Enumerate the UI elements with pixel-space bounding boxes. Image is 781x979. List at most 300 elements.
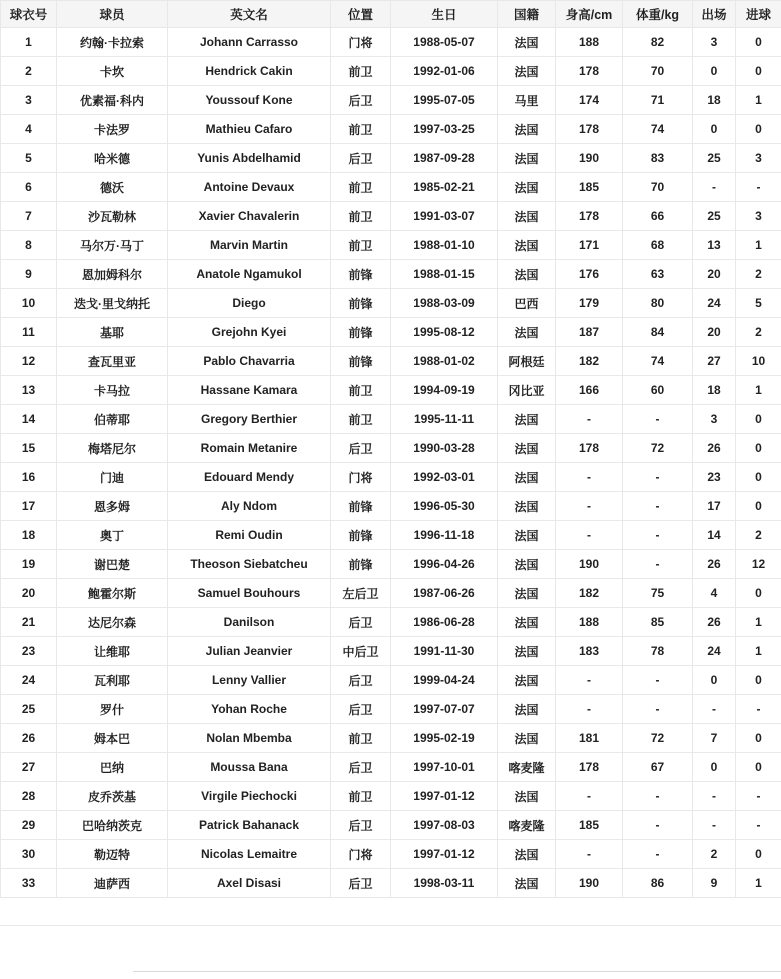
cell-player-name-cn: 鲍霍尔斯 <box>57 579 168 608</box>
cell-position: 左后卫 <box>331 579 391 608</box>
cell-height: - <box>556 405 623 434</box>
cell-birthday: 1988-01-15 <box>391 260 498 289</box>
cell-goals: - <box>736 782 781 811</box>
cell-goals: 0 <box>736 666 781 695</box>
cell-goals: 0 <box>736 434 781 463</box>
cell-goals: 0 <box>736 115 781 144</box>
cell-jersey-number: 23 <box>1 637 57 666</box>
table-row <box>1 231 781 260</box>
cell-height: - <box>556 492 623 521</box>
cell-height: 176 <box>556 260 623 289</box>
cell-nationality: 法国 <box>498 434 556 463</box>
cell-height: - <box>556 666 623 695</box>
header-row <box>1 1 781 28</box>
cell-player-name-en: Theoson Siebatcheu <box>168 550 331 579</box>
cell-appearances: 23 <box>693 463 736 492</box>
cell-position: 后卫 <box>331 434 391 463</box>
cell-goals: 1 <box>736 231 781 260</box>
cell-jersey-number: 30 <box>1 840 57 869</box>
table-row <box>1 550 781 579</box>
cell-jersey-number: 17 <box>1 492 57 521</box>
table-row <box>1 753 781 782</box>
cell-player-name-en: Danilson <box>168 608 331 637</box>
cell-weight: - <box>623 463 693 492</box>
table-row <box>1 492 781 521</box>
cell-player-name-cn: 迪萨西 <box>57 869 168 898</box>
cell-goals: 2 <box>736 521 781 550</box>
cell-player-name-en: Nicolas Lemaitre <box>168 840 331 869</box>
cell-height: 185 <box>556 811 623 840</box>
cell-goals: 10 <box>736 347 781 376</box>
table-row <box>1 376 781 405</box>
cell-jersey-number: 4 <box>1 115 57 144</box>
cell-nationality: 法国 <box>498 115 556 144</box>
table-row <box>1 463 781 492</box>
cell-player-name-en: Grejohn Kyei <box>168 318 331 347</box>
cell-goals: 0 <box>736 28 781 57</box>
cell-goals: 3 <box>736 144 781 173</box>
cell-weight: 71 <box>623 86 693 115</box>
cell-appearances: 4 <box>693 579 736 608</box>
cell-player-name-en: Gregory Berthier <box>168 405 331 434</box>
table-row <box>1 57 781 86</box>
cell-height: 178 <box>556 57 623 86</box>
cell-height: 179 <box>556 289 623 318</box>
cell-birthday: 1997-07-07 <box>391 695 498 724</box>
cell-player-name-en: Anatole Ngamukol <box>168 260 331 289</box>
cell-player-name-en: Youssouf Kone <box>168 86 331 115</box>
cell-height: 182 <box>556 579 623 608</box>
cell-nationality: 法国 <box>498 144 556 173</box>
cell-appearances: 27 <box>693 347 736 376</box>
table-row <box>1 869 781 898</box>
table-row <box>1 202 781 231</box>
cell-goals: 1 <box>736 608 781 637</box>
table-row <box>1 434 781 463</box>
cell-birthday: 1997-10-01 <box>391 753 498 782</box>
cell-birthday: 1995-07-05 <box>391 86 498 115</box>
cell-weight: - <box>623 666 693 695</box>
cell-nationality: 法国 <box>498 550 556 579</box>
cell-appearances: 26 <box>693 550 736 579</box>
cell-jersey-number: 20 <box>1 579 57 608</box>
cell-height: 187 <box>556 318 623 347</box>
cell-appearances: - <box>693 695 736 724</box>
cell-nationality: 法国 <box>498 57 556 86</box>
cell-birthday: 1991-03-07 <box>391 202 498 231</box>
cell-position: 门将 <box>331 28 391 57</box>
column-header-player-name-cn: 球员 <box>57 1 168 28</box>
table-row <box>1 347 781 376</box>
cell-position: 后卫 <box>331 86 391 115</box>
cell-player-name-en: Nolan Mbemba <box>168 724 331 753</box>
cell-birthday: 1987-06-26 <box>391 579 498 608</box>
cell-nationality: 法国 <box>498 782 556 811</box>
cell-position: 后卫 <box>331 144 391 173</box>
cell-appearances: 0 <box>693 666 736 695</box>
cell-position: 前卫 <box>331 173 391 202</box>
cell-player-name-cn: 德沃 <box>57 173 168 202</box>
cell-appearances: 25 <box>693 144 736 173</box>
table-row <box>1 173 781 202</box>
cell-height: 185 <box>556 173 623 202</box>
cell-nationality: 法国 <box>498 608 556 637</box>
cell-weight: 74 <box>623 347 693 376</box>
cell-nationality: 法国 <box>498 492 556 521</box>
cell-goals: 0 <box>736 57 781 86</box>
cell-weight: 72 <box>623 434 693 463</box>
cell-weight: 66 <box>623 202 693 231</box>
cell-jersey-number: 8 <box>1 231 57 260</box>
cell-appearances: 0 <box>693 115 736 144</box>
column-header-player-name-en: 英文名 <box>168 1 331 28</box>
cell-position: 前锋 <box>331 492 391 521</box>
cell-jersey-number: 27 <box>1 753 57 782</box>
cell-player-name-cn: 巴纳 <box>57 753 168 782</box>
cell-weight: 60 <box>623 376 693 405</box>
cell-appearances: 7 <box>693 724 736 753</box>
cell-position: 前卫 <box>331 115 391 144</box>
cell-goals: 3 <box>736 202 781 231</box>
cell-jersey-number: 5 <box>1 144 57 173</box>
cell-height: 178 <box>556 202 623 231</box>
cell-goals: 0 <box>736 724 781 753</box>
cell-goals: 0 <box>736 579 781 608</box>
table-row <box>1 579 781 608</box>
cell-player-name-en: Remi Oudin <box>168 521 331 550</box>
cell-jersey-number: 3 <box>1 86 57 115</box>
cell-jersey-number: 24 <box>1 666 57 695</box>
cell-birthday: 1999-04-24 <box>391 666 498 695</box>
cell-appearances: 17 <box>693 492 736 521</box>
cell-birthday: 1986-06-28 <box>391 608 498 637</box>
cell-appearances: - <box>693 782 736 811</box>
cell-jersey-number: 6 <box>1 173 57 202</box>
cell-player-name-cn: 奥丁 <box>57 521 168 550</box>
cell-player-name-en: Xavier Chavalerin <box>168 202 331 231</box>
cell-jersey-number: 7 <box>1 202 57 231</box>
cell-weight: - <box>623 405 693 434</box>
cell-birthday: 1996-04-26 <box>391 550 498 579</box>
cell-player-name-en: Pablo Chavarria <box>168 347 331 376</box>
cell-position: 前锋 <box>331 260 391 289</box>
cell-goals: 2 <box>736 260 781 289</box>
cell-player-name-en: Hassane Kamara <box>168 376 331 405</box>
table-row <box>1 782 781 811</box>
cell-weight: - <box>623 492 693 521</box>
cell-player-name-cn: 巴哈纳茨克 <box>57 811 168 840</box>
cell-birthday: 1990-03-28 <box>391 434 498 463</box>
cell-nationality: 法国 <box>498 318 556 347</box>
cell-goals: 1 <box>736 86 781 115</box>
cell-birthday: 1991-11-30 <box>391 637 498 666</box>
cell-height: 174 <box>556 86 623 115</box>
column-header-position: 位置 <box>331 1 391 28</box>
table-row <box>1 840 781 869</box>
bottom-section-divider <box>133 971 781 972</box>
cell-position: 前卫 <box>331 782 391 811</box>
cell-player-name-cn: 优素福·科内 <box>57 86 168 115</box>
cell-birthday: 1998-03-11 <box>391 869 498 898</box>
cell-nationality: 法国 <box>498 869 556 898</box>
cell-player-name-en: Julian Jeanvier <box>168 637 331 666</box>
cell-position: 前锋 <box>331 289 391 318</box>
cell-player-name-en: Johann Carrasso <box>168 28 331 57</box>
cell-jersey-number: 10 <box>1 289 57 318</box>
cell-goals: 5 <box>736 289 781 318</box>
cell-weight: 67 <box>623 753 693 782</box>
cell-player-name-en: Yunis Abdelhamid <box>168 144 331 173</box>
cell-player-name-en: Aly Ndom <box>168 492 331 521</box>
cell-goals: 1 <box>736 869 781 898</box>
cell-weight: 84 <box>623 318 693 347</box>
cell-jersey-number: 1 <box>1 28 57 57</box>
cell-birthday: 1987-09-28 <box>391 144 498 173</box>
cell-height: 190 <box>556 144 623 173</box>
cell-height: 166 <box>556 376 623 405</box>
cell-player-name-cn: 基耶 <box>57 318 168 347</box>
cell-weight: 74 <box>623 115 693 144</box>
table-row <box>1 724 781 753</box>
cell-height: - <box>556 521 623 550</box>
cell-appearances: 25 <box>693 202 736 231</box>
cell-position: 前卫 <box>331 405 391 434</box>
cell-nationality: 阿根廷 <box>498 347 556 376</box>
cell-position: 后卫 <box>331 608 391 637</box>
cell-player-name-cn: 瓦利耶 <box>57 666 168 695</box>
cell-goals: 0 <box>736 405 781 434</box>
cell-player-name-cn: 梅塔尼尔 <box>57 434 168 463</box>
table-body <box>1 28 781 898</box>
cell-position: 前锋 <box>331 347 391 376</box>
cell-appearances: 2 <box>693 840 736 869</box>
cell-weight: 70 <box>623 173 693 202</box>
cell-position: 前卫 <box>331 376 391 405</box>
cell-appearances: 20 <box>693 318 736 347</box>
cell-height: 181 <box>556 724 623 753</box>
cell-nationality: 法国 <box>498 521 556 550</box>
cell-appearances: 18 <box>693 86 736 115</box>
cell-birthday: 1995-02-19 <box>391 724 498 753</box>
cell-weight: 85 <box>623 608 693 637</box>
cell-height: 190 <box>556 869 623 898</box>
cell-player-name-cn: 哈米德 <box>57 144 168 173</box>
cell-appearances: - <box>693 811 736 840</box>
cell-goals: 1 <box>736 637 781 666</box>
cell-height: 190 <box>556 550 623 579</box>
column-header-height: 身高/cm <box>556 1 623 28</box>
cell-player-name-cn: 沙瓦勒林 <box>57 202 168 231</box>
cell-goals: 12 <box>736 550 781 579</box>
column-header-birthday: 生日 <box>391 1 498 28</box>
cell-height: 188 <box>556 28 623 57</box>
cell-weight: 78 <box>623 637 693 666</box>
cell-player-name-cn: 恩多姆 <box>57 492 168 521</box>
cell-player-name-cn: 门迪 <box>57 463 168 492</box>
table-row <box>1 260 781 289</box>
cell-jersey-number: 19 <box>1 550 57 579</box>
cell-jersey-number: 14 <box>1 405 57 434</box>
cell-appearances: 24 <box>693 289 736 318</box>
cell-player-name-en: Virgile Piechocki <box>168 782 331 811</box>
cell-nationality: 冈比亚 <box>498 376 556 405</box>
cell-height: - <box>556 695 623 724</box>
cell-weight: 82 <box>623 28 693 57</box>
cell-jersey-number: 21 <box>1 608 57 637</box>
cell-goals: 0 <box>736 753 781 782</box>
cell-nationality: 法国 <box>498 579 556 608</box>
cell-appearances: 26 <box>693 608 736 637</box>
cell-position: 门将 <box>331 463 391 492</box>
table-row <box>1 28 781 57</box>
cell-jersey-number: 29 <box>1 811 57 840</box>
cell-birthday: 1994-09-19 <box>391 376 498 405</box>
cell-height: 178 <box>556 434 623 463</box>
cell-goals: - <box>736 811 781 840</box>
cell-nationality: 法国 <box>498 173 556 202</box>
cell-birthday: 1992-03-01 <box>391 463 498 492</box>
column-header-appearances: 出场 <box>693 1 736 28</box>
cell-player-name-en: Axel Disasi <box>168 869 331 898</box>
column-header-jersey-number: 球衣号 <box>1 1 57 28</box>
cell-appearances: 3 <box>693 28 736 57</box>
cell-nationality: 巴西 <box>498 289 556 318</box>
cell-player-name-cn: 达尼尔森 <box>57 608 168 637</box>
cell-player-name-cn: 罗什 <box>57 695 168 724</box>
cell-player-name-en: Romain Metanire <box>168 434 331 463</box>
cell-birthday: 1997-01-12 <box>391 840 498 869</box>
cell-weight: - <box>623 521 693 550</box>
cell-nationality: 喀麦隆 <box>498 811 556 840</box>
cell-jersey-number: 2 <box>1 57 57 86</box>
cell-player-name-en: Edouard Mendy <box>168 463 331 492</box>
cell-birthday: 1997-08-03 <box>391 811 498 840</box>
cell-goals: - <box>736 695 781 724</box>
cell-position: 前卫 <box>331 724 391 753</box>
table-row <box>1 405 781 434</box>
cell-birthday: 1996-05-30 <box>391 492 498 521</box>
cell-appearances: - <box>693 173 736 202</box>
cell-appearances: 24 <box>693 637 736 666</box>
cell-weight: - <box>623 811 693 840</box>
cell-weight: - <box>623 840 693 869</box>
cell-player-name-cn: 约翰·卡拉索 <box>57 28 168 57</box>
cell-birthday: 1997-01-12 <box>391 782 498 811</box>
cell-player-name-cn: 马尔万·马丁 <box>57 231 168 260</box>
cell-goals: 0 <box>736 463 781 492</box>
cell-player-name-en: Lenny Vallier <box>168 666 331 695</box>
table-header <box>1 1 781 28</box>
cell-nationality: 法国 <box>498 637 556 666</box>
cell-player-name-en: Moussa Bana <box>168 753 331 782</box>
cell-height: 182 <box>556 347 623 376</box>
cell-jersey-number: 12 <box>1 347 57 376</box>
cell-jersey-number: 9 <box>1 260 57 289</box>
cell-player-name-en: Samuel Bouhours <box>168 579 331 608</box>
cell-birthday: 1985-02-21 <box>391 173 498 202</box>
table-row <box>1 144 781 173</box>
cell-appearances: 3 <box>693 405 736 434</box>
cell-birthday: 1988-01-02 <box>391 347 498 376</box>
cell-height: - <box>556 840 623 869</box>
table-row <box>1 115 781 144</box>
cell-player-name-en: Hendrick Cakin <box>168 57 331 86</box>
cell-height: 188 <box>556 608 623 637</box>
cell-player-name-en: Yohan Roche <box>168 695 331 724</box>
cell-nationality: 法国 <box>498 405 556 434</box>
cell-goals: - <box>736 173 781 202</box>
cell-player-name-cn: 查瓦里亚 <box>57 347 168 376</box>
cell-position: 前锋 <box>331 318 391 347</box>
cell-weight: 70 <box>623 57 693 86</box>
cell-position: 后卫 <box>331 753 391 782</box>
cell-position: 前卫 <box>331 57 391 86</box>
column-header-goals: 进球 <box>736 1 781 28</box>
cell-height: - <box>556 782 623 811</box>
cell-goals: 2 <box>736 318 781 347</box>
cell-weight: 63 <box>623 260 693 289</box>
cell-birthday: 1997-03-25 <box>391 115 498 144</box>
cell-weight: 80 <box>623 289 693 318</box>
table-row <box>1 811 781 840</box>
cell-height: 183 <box>556 637 623 666</box>
cell-position: 前卫 <box>331 202 391 231</box>
cell-height: 178 <box>556 753 623 782</box>
table-row <box>1 608 781 637</box>
cell-nationality: 法国 <box>498 202 556 231</box>
cell-weight: - <box>623 550 693 579</box>
cell-height: - <box>556 463 623 492</box>
cell-nationality: 法国 <box>498 463 556 492</box>
table-row <box>1 666 781 695</box>
cell-weight: 86 <box>623 869 693 898</box>
cell-player-name-en: Mathieu Cafaro <box>168 115 331 144</box>
cell-position: 中后卫 <box>331 637 391 666</box>
cell-jersey-number: 15 <box>1 434 57 463</box>
cell-player-name-en: Patrick Bahanack <box>168 811 331 840</box>
cell-nationality: 法国 <box>498 695 556 724</box>
column-header-weight: 体重/kg <box>623 1 693 28</box>
cell-goals: 0 <box>736 840 781 869</box>
cell-appearances: 13 <box>693 231 736 260</box>
cell-player-name-cn: 勒迈特 <box>57 840 168 869</box>
cell-position: 后卫 <box>331 869 391 898</box>
cell-player-name-cn: 卡坎 <box>57 57 168 86</box>
cell-player-name-cn: 恩加姆科尔 <box>57 260 168 289</box>
cell-jersey-number: 28 <box>1 782 57 811</box>
cell-nationality: 法国 <box>498 260 556 289</box>
cell-appearances: 0 <box>693 753 736 782</box>
cell-player-name-cn: 姆本巴 <box>57 724 168 753</box>
cell-nationality: 马里 <box>498 86 556 115</box>
cell-appearances: 20 <box>693 260 736 289</box>
cell-position: 门将 <box>331 840 391 869</box>
cell-player-name-cn: 迭戈·里戈纳托 <box>57 289 168 318</box>
cell-player-name-cn: 伯蒂耶 <box>57 405 168 434</box>
column-header-nationality: 国籍 <box>498 1 556 28</box>
cell-jersey-number: 33 <box>1 869 57 898</box>
cell-player-name-cn: 让维耶 <box>57 637 168 666</box>
cell-player-name-cn: 卡马拉 <box>57 376 168 405</box>
cell-weight: - <box>623 695 693 724</box>
cell-appearances: 26 <box>693 434 736 463</box>
cell-position: 前卫 <box>331 231 391 260</box>
cell-appearances: 18 <box>693 376 736 405</box>
table-row <box>1 521 781 550</box>
cell-player-name-en: Diego <box>168 289 331 318</box>
cell-position: 后卫 <box>331 695 391 724</box>
cell-player-name-cn: 皮乔茨基 <box>57 782 168 811</box>
